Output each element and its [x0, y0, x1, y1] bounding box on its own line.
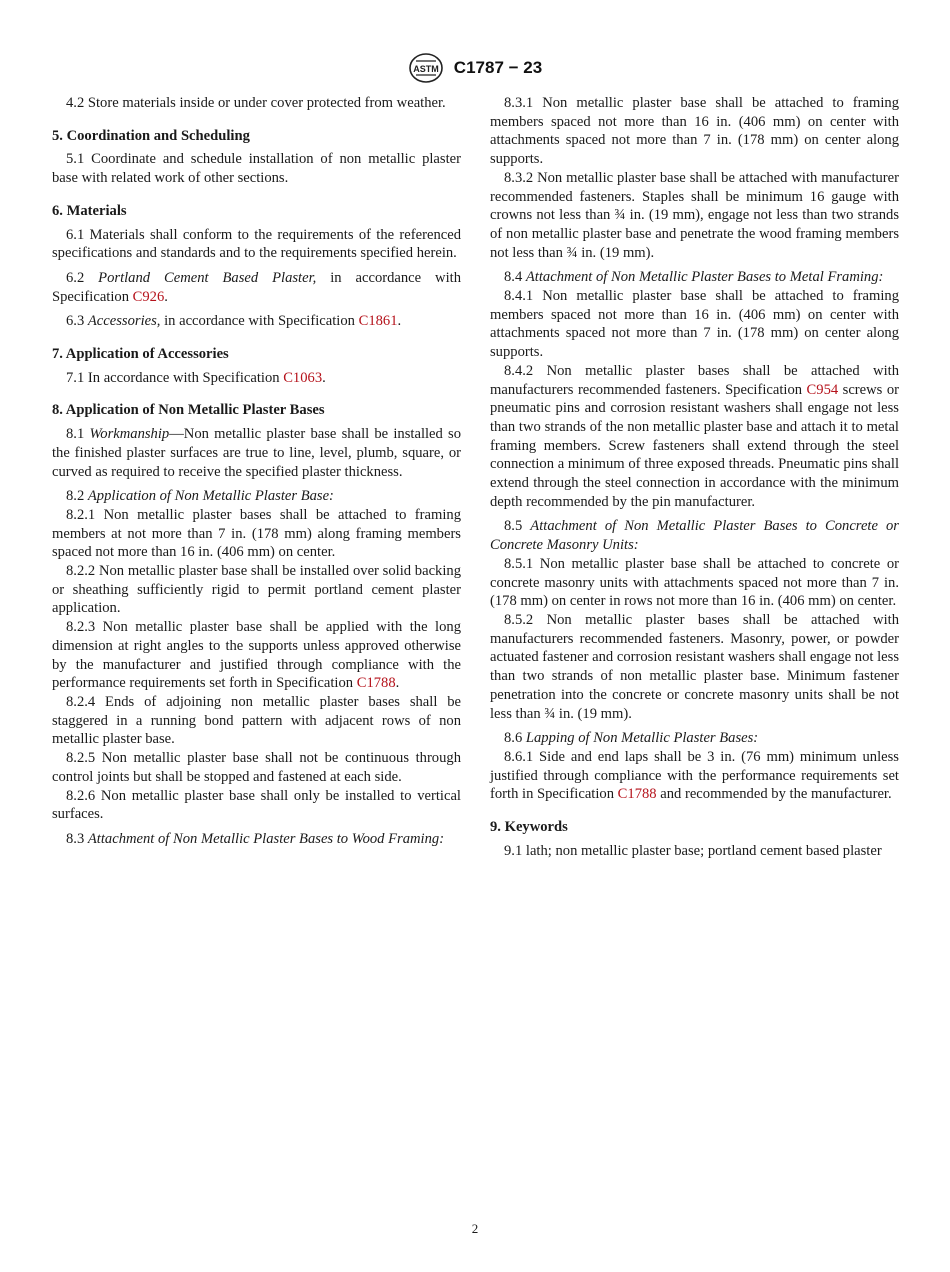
- heading-7: 7. Application of Accessories: [52, 346, 229, 363]
- para-8-6-number: 8.6: [504, 730, 526, 747]
- para-7-1: 7.1 In accordance with Specification C1063.: [66, 369, 326, 386]
- para-6-3: 6.3 Accessories, in accordance with Specification C1861.: [66, 313, 402, 330]
- para-4-2: 4.2 Store materials inside or under cover protected from weather.: [66, 95, 446, 111]
- para-8-4-1: 8.4.1 Non metallic plaster base shall be attached to framing members spaced not more than 16 in. (406 mm) on center with attachments spaced not more than 7 in. (178 mm) on center along supports.: [490, 288, 899, 361]
- para-8-4-2-text-a: 8.4.2 Non metallic plaster bases shall be attached with manufacturers recommended fasteners. Specification: [490, 362, 899, 398]
- para-8-6: [490, 729, 899, 748]
- para-8-5-2: 8.5.2 Non metallic plaster bases shall be attached with manufacturers recommended fasteners. Masonry, power, or powder actuated fastener and corrosion resistant washers shall engage not less than two strands of non metallic plaster base. Minimum fastener penetration into the concrete or concrete masonry units shall be not less than ¾ in. (19 mm).: [490, 611, 899, 722]
- para-8-2-1: 8.2.1 Non metallic plaster bases shall be attached to framing members at not more than 7 in. (178 mm) along framing members spaced not more than 16 in. (406 mm) on center.: [52, 506, 461, 561]
- para-7-1-text: 7.1 In accordance with Specification: [66, 369, 284, 386]
- link-c1788-2[interactable]: C1788: [617, 786, 657, 803]
- para-8-5-1: 8.5.1 Non metallic plaster base shall be attached to concrete or concrete masonry units with attachments spaced not more than 7 in. (178 mm) on center in rows not more than 16 in. (406 mm) on center.: [490, 555, 899, 610]
- para-6-1: 6.1 Materials shall conform to the requirements of the referenced specifications and standards and to the requirements specified herein.: [52, 226, 461, 262]
- para-8-6-title: Lapping of Non Metallic Plaster Bases:: [525, 730, 759, 747]
- para-8-2-number: 8.2: [66, 488, 88, 505]
- para-8-2-5: 8.2.5 Non metallic plaster base shall not be continuous through control joints but shall be stopped and fastened at each side.: [52, 750, 461, 785]
- para-8-2-3: 8.2.3 Non metallic plaster base shall be applied with the long dimension at right angles to the supports unless approved otherwise by the manufacturer and justified through compliance with the performance requirements set forth in Specification C1788.: [52, 619, 461, 692]
- para-8-5-number: 8.5: [504, 518, 531, 535]
- para-8-2: [52, 487, 461, 506]
- para-8-1-number: 8.1: [66, 426, 90, 443]
- left-column: [52, 94, 461, 849]
- para-8-2-2: 8.2.2 Non metallic plaster base shall be installed over solid backing or sheathing sufficiently rigid to permit portland cement plaster application.: [52, 563, 461, 617]
- page-header: [0, 52, 950, 86]
- para-6-3-number: 6.3: [66, 313, 88, 330]
- para-6-3-title: Accessories,: [87, 313, 161, 330]
- para-6-2-text: in accordance with Specification: [52, 269, 461, 305]
- right-column: [490, 94, 899, 860]
- para-8-2-3-text: 8.2.3 Non metallic plaster base shall be applied with the long dimension at right angles to the supports unless approved otherwise by the manufacturer and justified through compliance with the performance requirements set forth in Specification: [52, 619, 461, 692]
- para-9-1: 9.1 lath; non metallic plaster base; portland cement based plaster: [504, 842, 882, 859]
- para-8-3: [52, 830, 461, 849]
- para-5-1: 5.1 Coordinate and schedule installation of non metallic plaster base with related work of other sections.: [52, 151, 461, 187]
- para-8-5-title: Attachment of Non Metallic Plaster Bases to Concrete or Concrete Masonry Units:: [490, 518, 899, 554]
- heading-5: 5. Coordination and Scheduling: [52, 127, 250, 144]
- para-8-2-6: 8.2.6 Non metallic plaster base shall only be installed to vertical surfaces.: [52, 787, 461, 823]
- para-8-5: [490, 517, 899, 554]
- link-c1063[interactable]: C1063: [283, 369, 323, 386]
- para-8-4-2: [490, 362, 899, 512]
- link-c926[interactable]: C926: [132, 288, 165, 305]
- para-8-3-2: 8.3.2 Non metallic plaster base shall be attached with manufacturer recommended fasteners. Staples shall be minimum 16 gauge with crowns not less than ¾ in. (19 mm), engage not less than two strands of non metallic plaster base and penetrate the wood framing members not less than ¾ in. (19 mm).: [490, 169, 899, 261]
- heading-8: 8. Application of Non Metallic Plaster Bases: [52, 402, 325, 419]
- para-8-6-1-text-b: and recommended by the manufacturer.: [656, 786, 892, 803]
- document-id: C1787 − 23: [453, 58, 543, 77]
- para-8-1-title: Workmanship: [89, 426, 170, 443]
- para-8-4-2-text-b: screws or pneumatic pins and corrosion resistant washers shall engage not less than two strands of the non metallic plaster base and attach it to metal framing members. Screw fasteners shall extend through the steel connection a minimum of three exposed threads. Pneumatic pins shall extend through the steel connection in accordance with the minimum depth recommended by the pin manufacturer.: [490, 381, 899, 510]
- para-8-3-title: Attachment of Non Metallic Plaster Bases to Wood Framing:: [87, 830, 445, 847]
- page-number: 2: [471, 1221, 479, 1236]
- para-8-6-1-text-a: 8.6.1 Side and end laps shall be 3 in. (76 mm) minimum unless justified through compliance with the performance requirements set forth in Specification: [490, 748, 899, 803]
- para-8-1-text: —Non metallic plaster base shall be installed so the finished plaster surfaces are true to line, level, plumb, square, or curved as required to receive the specified plaster thickness.: [52, 426, 462, 480]
- para-8-1: [52, 425, 461, 481]
- para-8-3-number: 8.3: [66, 830, 88, 847]
- link-c1861[interactable]: C1861: [358, 313, 398, 330]
- heading-6: 6. Materials: [52, 202, 127, 219]
- para-6-3-text: in accordance with Specification: [160, 313, 359, 330]
- para-6-2: 6.2 Portland Cement Based Plaster, in accordance with Specification C926.: [52, 269, 461, 305]
- para-8-2-4: 8.2.4 Ends of adjoining non metallic plaster bases shall be staggered in a running bond pattern with adjacent rows of non metallic plaster base.: [52, 693, 461, 748]
- astm-logo-text: ASTM: [413, 64, 439, 74]
- para-8-4-number: 8.4: [504, 269, 526, 286]
- para-6-2-title: Portland Cement Based Plaster,: [98, 269, 317, 286]
- para-8-4: [490, 268, 899, 287]
- link-c954[interactable]: C954: [806, 381, 839, 398]
- para-8-3-1: 8.3.1 Non metallic plaster base shall be attached to framing members spaced not more than 16 in. (406 mm) on center with attachments spaced not more than 7 in. (178 mm) on center along supports.: [490, 95, 899, 168]
- link-c1788[interactable]: C1788: [356, 675, 396, 692]
- para-8-6-1: [490, 748, 899, 804]
- astm-logo: [408, 52, 444, 84]
- para-8-2-title: Application of Non Metallic Plaster Base:: [87, 488, 334, 505]
- heading-9: 9. Keywords: [490, 819, 568, 836]
- para-6-2-number: 6.2: [66, 269, 99, 286]
- para-8-4-title: Attachment of Non Metallic Plaster Bases to Metal Framing:: [525, 269, 884, 286]
